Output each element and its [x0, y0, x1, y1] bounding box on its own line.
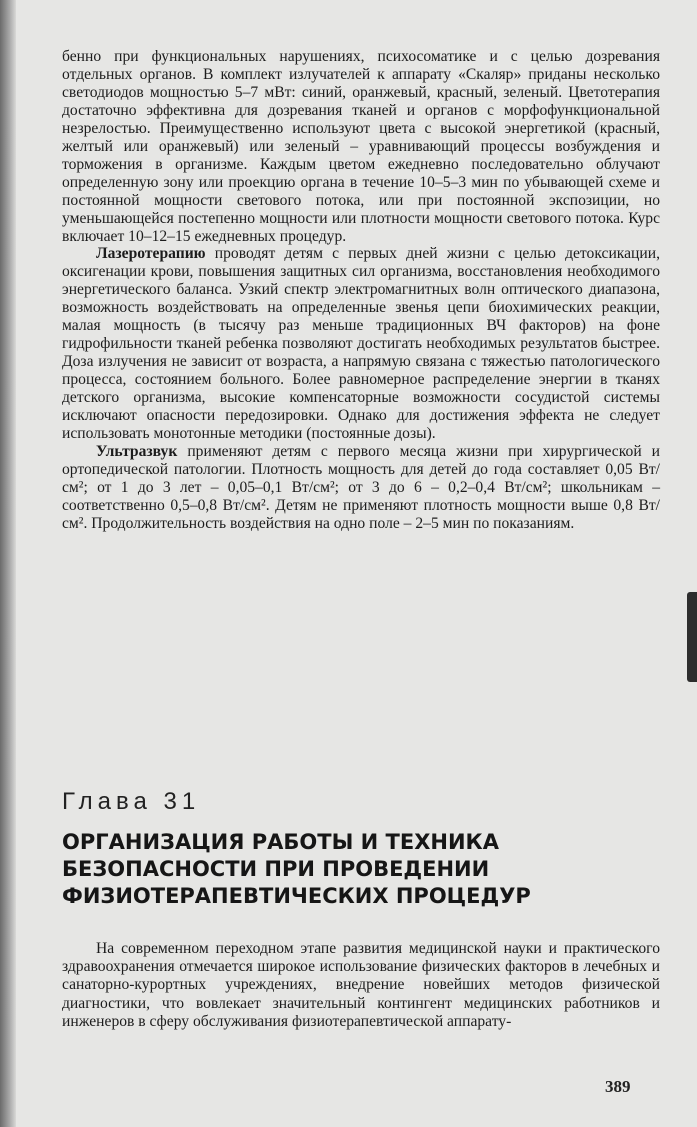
term-ultrasound: Ультразвук: [96, 442, 178, 460]
chapter-title-line: ОРГАНИЗАЦИЯ РАБОТЫ И ТЕХНИКА: [62, 830, 499, 854]
paragraph-color-therapy: бенно при функциональных нарушениях, психосоматике и с целью дозревания отдельных органов. В комплект излучателей к аппарату «Скаляр» приданы несколько светодиодов мощностью 5–7 мВт: синий, оранжевый, красный, зеленый. Цветотерапия достаточно эффективна для дозревания тканей и органов с морфофункциональной незрелостью. Преимущественно используют цвета с высокой энергетикой (красный, желтый или оранжевый) или зеленый – уравнивающий процессы возбуждения и торможения в организме. Каждым цветом ежедневно последовательно облучают определенную зону или проекцию органа в течение 10–5–3 мин по убывающей схеме и постоянной мощности светового потока, или при постоянной экспозиции, но уменьшающейся постепенно мощности или плотности мощности светового потока. Курс включает 10–12–15 ежедневных процедур.: [62, 48, 660, 245]
paragraph-chapter-intro: На современном переходном этапе развития медицинской науки и практического здравоохранения отмечается широкое использование физических факторов в лечебных и санаторно-курортных учреждениях, внедрение новейших методов физической диагностики, что вовлекает значительный контингент медицинских работников и инженеров в сферу обслуживания физиотерапевтической аппарату-: [62, 940, 660, 1030]
term-laser-therapy: Лазеротерапию: [96, 245, 206, 263]
body-text-top: [62, 48, 660, 533]
chapter-title: [62, 829, 622, 910]
chapter-title-line: БЕЗОПАСНОСТИ ПРИ ПРОВЕДЕНИИ: [62, 857, 490, 881]
chapter-label: Глава 31: [62, 788, 201, 815]
paragraph-ultrasound: [62, 443, 660, 533]
chapter-title-line: ФИЗИОТЕРАПЕВТИЧЕСКИХ ПРОЦЕДУР: [62, 884, 531, 908]
book-spine-shadow: [0, 0, 16, 1127]
paragraph-ultrasound-text: применяют детям с первого месяца жизни при хирургической и ортопедической патологии. Плотность мощность для детей до года составляет 0,05 Вт/см²; от 1 до 3 лет – 0,05–0,1 Вт/см²; от 3 до 6 – 0,2–0,4 Вт/см²; школьникам – соответственно 0,5–0,8 Вт/см². Детям не применяют плотность мощности выше 0,8 Вт/см². Продолжительность воздействия на одно поле – 2–5 мин по показаниям.: [62, 442, 660, 532]
body-text-chapter: [62, 940, 660, 1031]
page-edge-tab: [687, 592, 697, 682]
page-number: 389: [605, 1077, 631, 1096]
paragraph-laser-therapy-text: проводят детям с первых дней жизни с целью детоксикации, оксигенации крови, повышения защитных сил организма, восстановления необходимого энергетического баланса. Узкий спектр электромагнитных волн оптического диапазона, возможность воздействовать на определенные звенья цепи биохимических реакции, малая мощность (в тысячу раз меньше традиционных ВЧ факторов) на фоне гидрофильности тканей ребенка позволяют достигать необходимых результатов быстрее. Доза излучения не зависит от возраста, а напрямую связана с тяжестью патологического процесса, состоянием больного. Более равномерное распределение энергии в тканях детского организма, высокие компенсаторные возможности сосудистой системы исключают опасности передозировки. Однако для достижения эффекта не следует использовать монотонные методики (постоянные дозы).: [62, 245, 660, 443]
paragraph-laser-therapy: [62, 245, 660, 442]
